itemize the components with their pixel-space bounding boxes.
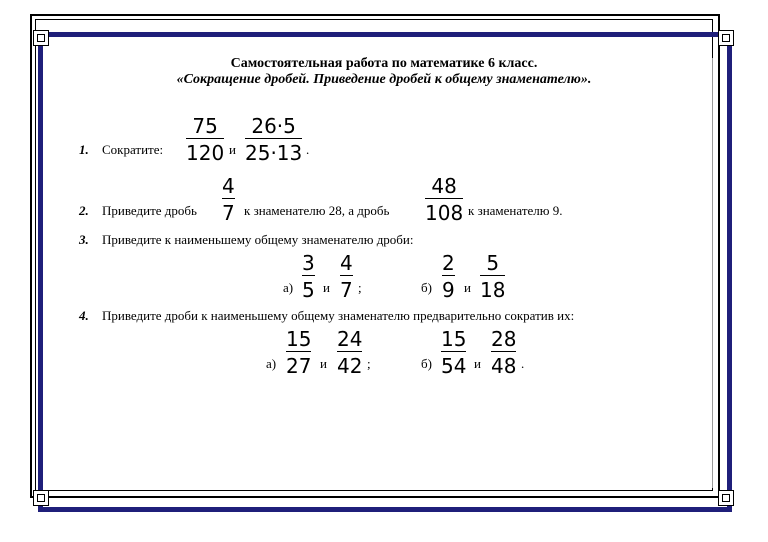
numerator: 75 [192, 114, 218, 138]
numerator: 26·5 [251, 114, 296, 138]
joiner-text: и [474, 356, 481, 371]
item-label: а) [283, 280, 294, 295]
numerator: 48 [431, 174, 457, 198]
task-number: 2. [79, 203, 89, 218]
denominator: 9 [442, 278, 455, 302]
denominator: 7 [340, 278, 353, 302]
fraction [286, 329, 311, 376]
numerator: 3 [302, 251, 315, 275]
item-label: а) [266, 356, 277, 371]
task-text: Приведите к наименьшему общему знаменателю дроби: [102, 232, 414, 247]
punctuation: ; [358, 280, 362, 295]
item-label: б) [421, 280, 432, 295]
punctuation: . [521, 356, 525, 371]
page-border-blue [38, 32, 732, 512]
joiner-text: и [229, 142, 236, 157]
corner-ornament [33, 30, 49, 46]
denominator: 54 [441, 354, 467, 378]
worksheet-subtitle: «Сокращение дробей. Приведение дробей к общему знаменателю». [176, 72, 592, 87]
numerator: 4 [222, 174, 235, 198]
task-text: к знаменателю 9. [468, 203, 563, 218]
task-text: Приведите дробь [102, 203, 197, 218]
denominator: 25·13 [245, 141, 303, 165]
corner-ornament [718, 30, 734, 46]
numerator: 24 [337, 327, 363, 351]
item-label: б) [421, 356, 432, 371]
denominator: 5 [302, 278, 315, 302]
task-number: 4. [79, 308, 89, 323]
denominator: 18 [480, 278, 506, 302]
numerator: 2 [442, 251, 455, 275]
denominator: 120 [186, 141, 225, 165]
corner-ornament [33, 490, 49, 506]
fraction [340, 253, 353, 300]
numerator: 4 [340, 251, 353, 275]
numerator: 28 [491, 327, 517, 351]
fraction [441, 329, 466, 376]
task-text: Сократите: [102, 142, 164, 157]
fraction [245, 116, 302, 163]
task-text: Приведите дроби к наименьшему общему знаменателю предварительно сократив их: [102, 308, 575, 323]
denominator: 108 [425, 201, 464, 225]
denominator: 42 [337, 354, 363, 378]
task-number: 3. [79, 232, 89, 247]
fraction [491, 329, 516, 376]
fraction [222, 176, 235, 223]
denominator: 27 [286, 354, 312, 378]
fraction [302, 253, 315, 300]
task-number: 1. [79, 142, 89, 157]
joiner-text: и [323, 280, 330, 295]
fraction [186, 116, 224, 163]
worksheet-title: Самостоятельная работа по математике 6 класс. [230, 56, 538, 71]
fraction [480, 253, 505, 300]
task-text: к знаменателю 28, а дробь [244, 203, 390, 218]
punctuation: ; [367, 356, 371, 371]
fraction [442, 253, 455, 300]
denominator: 7 [222, 201, 235, 225]
fraction [337, 329, 362, 376]
fraction [425, 176, 463, 223]
denominator: 48 [491, 354, 517, 378]
joiner-text: и [464, 280, 471, 295]
joiner-text: и [320, 356, 327, 371]
numerator: 5 [486, 251, 500, 275]
numerator: 15 [286, 327, 312, 351]
corner-ornament [718, 490, 734, 506]
numerator: 15 [441, 327, 467, 351]
punctuation: . [306, 142, 310, 157]
page-border-line [712, 58, 713, 488]
